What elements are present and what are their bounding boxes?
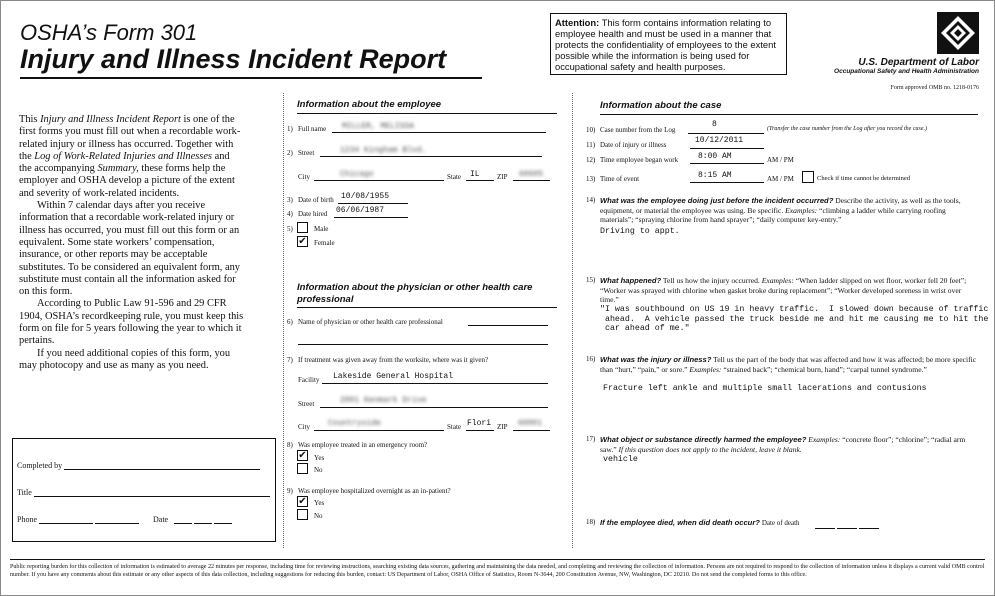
event-time-field[interactable] [690,182,764,183]
injury-date-value: 10/12/2011 [695,136,744,145]
full-name-field[interactable] [332,132,546,133]
female-label: Female [314,239,335,247]
attention-text: This form contains information relating to employee health and must be used in a manner that protects the confidentiality of employees to the extent possible while the information is being used for occupational safety and health purposes. [555,17,776,72]
hospitalized-label: Was employee hospitalized overnight as an in-patient? [298,487,451,495]
street-label: Street [298,149,315,157]
facility-zip-value: 60001 [518,419,543,428]
q18-text: If the employee died, when did death occur? Date of death [600,518,879,529]
male-label: Male [314,225,329,233]
q15-text: What happened? Tell us how the injury occurred. Examples: “When ladder slipped on wet floor, worker fell 20 feet”; “Worker was sprayed with chlorine when gasket broke during replacement”; “Worker developed soreness in wrist over time.” [600,276,967,304]
event-time-label: Time of event [600,175,640,183]
attention-box [550,13,787,75]
form-number: OSHA’s Form 301 [20,20,198,45]
facility-field[interactable] [322,383,548,384]
completed-by-row: Completed by [17,461,260,470]
column-divider-2 [572,93,573,548]
hired-field[interactable] [334,217,408,218]
case-heading: Information about the case [600,100,722,111]
form-title: Injury and Illness Incident Report [20,44,447,74]
dob-label: Date of birth [298,196,334,204]
title-rule [20,77,482,79]
death-date-field[interactable] [815,528,835,529]
facility-city-field[interactable] [314,430,444,431]
facility-zip-field[interactable] [513,430,550,431]
q15-answer[interactable]: "I was southbound on US 19 in heavy traffic. I slowed down because of traffic ahead. A vehicle passed the truck beside me and hit me causing me to hit the car ahead of me." [600,305,989,333]
city-value: Chicago [340,170,374,179]
omb-number: Form approved OMB no. 1218-0176 [890,85,979,91]
male-checkbox[interactable] [297,222,308,233]
er-no-checkbox[interactable] [297,463,308,474]
emergency-room-label: Was employee treated in an emergency room? [298,441,428,449]
state-value: IL [470,170,480,179]
column-divider-1 [283,93,284,548]
case-number-field[interactable] [688,133,764,134]
treatment-location-label: If treatment was given away from the worksite, where was it given? [298,356,489,364]
q14-answer[interactable]: Driving to appt. [600,227,680,236]
case-number-label: Case number from the Log [600,126,676,134]
street-value: 1234 Kingham Blvd. [340,146,427,155]
q17-answer[interactable]: vehicle [603,455,638,464]
intro-p3: According to Public Law 91-596 and 29 CFR 1904, OSHA’s recordkeeping rule, you must keep this form on file for 5 years following the year to which it pertains. [19,298,244,347]
intro-p1: This Injury and Illness Incident Report is one of the first forms you must fill out when a recordable work-related injury or illness has occurred. Together with the Log of Work-Related Injuries and Illnesses and the accompanying Summary, these forms help the employer and OSHA develop a picture of the extent and severity of work-related incidents. [19,114,241,199]
department-block [834,57,979,75]
q14-text: What was the employee doing just before the incident occurred? Describe the activity, as well as the tools, equipment, or material the employee was using. Be specific. Examples: “climbing a ladder while carrying roofing materials”; “spraying chlorine from hand sprayer”; “daily computer key-entry.” [600,196,961,224]
physician-name-label: Name of physician or other health care professional [298,318,443,326]
intro-text [19,114,244,372]
facility-value: Lakeside General Hospital [333,372,454,381]
dob-value: 10/08/1955 [341,192,390,201]
physician-heading: Information about the physician or other health care professional [297,282,533,305]
er-yes-checkbox[interactable]: ✔ [298,450,307,461]
date-field[interactable] [174,523,192,524]
dob-field[interactable] [338,203,408,204]
full-name-value: MILLER, MELISSA [342,122,415,131]
completed-by-box [12,438,276,542]
q16-answer[interactable]: Fracture left ankle and multiple small lacerations and contusions [603,384,927,393]
department-subname: Occupational Safety and Health Administration [834,68,979,75]
time-undetermined-checkbox[interactable] [802,171,814,183]
attention-label: Attention: [555,17,600,28]
state-field[interactable] [466,180,494,181]
zip-value: 60605 [519,170,544,179]
facility-city-value: Countryside [328,419,381,428]
facility-street-field[interactable] [320,407,548,408]
hosp-yes-checkbox[interactable]: ✔ [298,496,307,507]
phone-field[interactable] [39,523,93,524]
completed-by-field[interactable] [64,469,260,470]
phone-row: Phone Date [17,515,232,524]
zip-field[interactable] [513,180,550,181]
intro-p2: Within 7 calendar days after you receive information that a recordable work-related injury or illness has occurred, you must fill out this form or an equivalent. Some state workers’ compensation, insurance, or other reports may be acceptable substitutes. To be considered an equivalent form, any substitute must contain all the information asked for on this form. [19,200,240,298]
dol-logo-icon [937,12,979,54]
injury-date-field[interactable] [690,148,764,149]
facility-state-field[interactable] [466,430,494,431]
event-time-value: 8:15 AM [698,171,732,180]
facility-state-value: Flori [467,419,492,428]
female-checkbox[interactable]: ✔ [298,236,307,247]
q16-text: What was the injury or illness? Tell us the part of the body that was affected and how it was affected; be more specific than “hurt,” “pain,” or sore.” Examples: “strained back”; “chemical burn, hand”; “carpal tunnel syndrome.” [600,355,977,374]
injury-date-label: Date of injury or illness [600,141,667,149]
street-field[interactable] [320,156,542,157]
employee-heading: Information about the employee [297,99,442,110]
full-name-label: Full name [298,125,327,133]
city-field[interactable] [314,180,444,181]
hosp-no-checkbox[interactable] [297,509,308,520]
footer-burden-statement: Public reporting burden for this collection of information is estimated to average 22 minutes per response, including time for reviewing instructions, searching existing data sources, gathering and maintaining the data needed, and completing and reviewing the collection of information. Persons are not required to respond to the collection of information unless it displays a current valid OMB control number. If you have any comments about this estimate or any other aspects of this data collection, including suggestions for reducing this burden, contact: US Department of Labor, OSHA Office of Statistics, Room N-3644, 200 Constitution Avenue, NW, Washington, DC 20210. Do not send the completed forms to this office. [10,564,985,579]
began-work-value: 8:00 AM [698,152,732,161]
hired-label: Date hired [298,210,328,218]
physician-name-field-2[interactable] [298,344,548,345]
began-work-label: Time employee began work [600,156,679,164]
department-name: U.S. Department of Labor [858,57,979,68]
title-row: Title [17,488,270,497]
title-field[interactable] [34,496,270,497]
facility-street-value: 2001 Kenmark Drive [340,396,427,405]
physician-name-field[interactable] [468,325,548,326]
intro-p4: If you need additional copies of this form, you may photocopy and use as many as you need. [19,347,231,371]
case-number-value: 8 [712,120,717,129]
began-work-field[interactable] [690,163,764,164]
hired-value: 06/06/1987 [336,206,385,215]
city-label: City [298,173,311,181]
q17-text: What object or substance directly harmed the employee? Examples: “concrete floor”; “chlorine”; “radial arm saw.” If this question does not apply to the incident, leave it blank. [600,435,966,454]
